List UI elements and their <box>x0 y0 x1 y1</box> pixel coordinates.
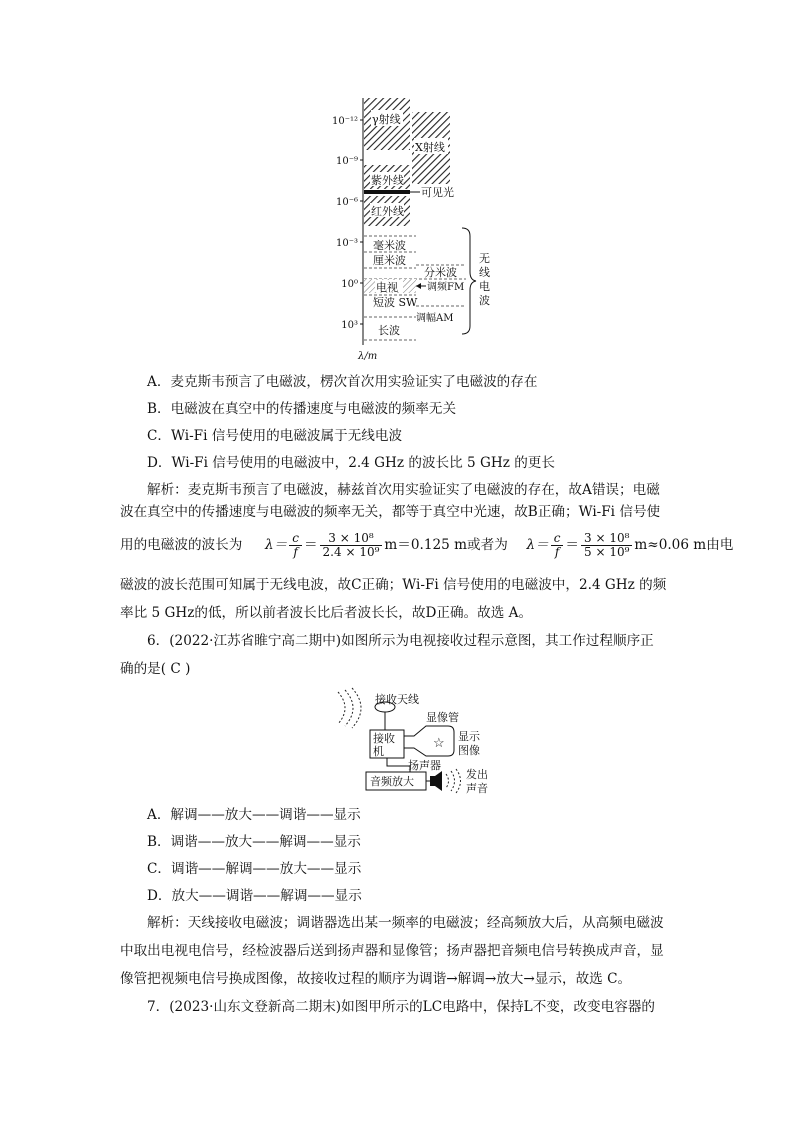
ir-label: 红外线 <box>371 205 404 218</box>
mm-wave-label: 毫米波 <box>373 239 406 252</box>
crt-label: 显像管 <box>426 711 459 724</box>
amp-label: 音频放大 <box>370 775 414 788</box>
eq1-frac-cf: $\frac{c}{f}$ <box>289 532 302 559</box>
display-label: 显示 <box>458 730 480 743</box>
eq2-lambda: λ＝ <box>526 537 549 553</box>
visible-band <box>364 190 410 194</box>
receiver-label: 接收 <box>373 732 395 745</box>
sound-wave-icon <box>446 769 461 793</box>
uv-label: 紫外线 <box>371 174 404 187</box>
gamma-label: γ射线 <box>372 113 401 126</box>
q5-analysis-line: 磁波的波长范围可知属于无线电波，故C正确；Wi-Fi 信号使用的电磁波中，2.4 GHz 的频 <box>120 577 667 593</box>
visible-label: 可见光 <box>421 186 454 199</box>
q5-option-a: A．麦克斯韦预言了电磁波，楞次首次用实验证实了电磁波的存在 <box>147 374 538 390</box>
tick-label: 10⁻⁶ <box>335 197 358 208</box>
tick-label: 10⁻⁹ <box>335 156 358 167</box>
q6-option-d: D．放大——调谐——解调——显示 <box>147 888 362 904</box>
tv-receiver-diagram <box>330 686 530 796</box>
fm-label: 调频FM <box>427 282 465 293</box>
dm-wave-label: 分米波 <box>424 266 457 279</box>
incoming-wave-icon <box>338 688 361 728</box>
radio-brace <box>462 228 476 334</box>
eq2-result: m≈0.06 m由电 <box>634 537 734 553</box>
q6-analysis-line: 中取出电视电信号，经检波器后送到扬声器和显像管；扬声器把音频电信号转换成声音，显 <box>120 943 664 959</box>
speaker-label: 扬声器 <box>408 759 441 772</box>
q5-option-d: D．Wi-Fi 信号使用的电磁波中，2.4 GHz 的波长比 5 GHz 的更长 <box>147 455 555 471</box>
q6-analysis-line: 像管把视频电信号换成图像，故接收过程的顺序为调谐→解调→放大→显示，故选 C。 <box>120 971 632 987</box>
lw-label: 长波 <box>378 324 400 337</box>
q7-stem: 7．(2023·山东文登新高二期末)如图甲所示的LC电路中，保持L不变，改变电容器的 <box>147 999 656 1015</box>
receiver-label: 机 <box>373 745 384 758</box>
am-label: 调幅AM <box>416 313 454 324</box>
eq-prefix: 用的电磁波的波长为 <box>120 537 243 553</box>
tick-label: 10³ <box>341 320 358 331</box>
cm-wave-label: 厘米波 <box>373 254 406 267</box>
antenna-label: 接收天线 <box>375 693 419 706</box>
display-label: 图像 <box>458 744 480 757</box>
axis-label: λ/m <box>358 351 378 362</box>
radio-label-char: 线 <box>479 266 490 279</box>
q6-option-c: C．调谐——解调——放大——显示 <box>147 861 362 877</box>
tick-label: 10⁻¹² <box>331 116 358 127</box>
q6-stem: 确的是( C ) <box>120 661 191 677</box>
radio-label-char: 电 <box>479 280 490 293</box>
sw-label: 短波 SW <box>373 296 418 309</box>
radio-label-char: 波 <box>479 294 490 307</box>
q5-analysis-line: 率比 5 GHz的低，所以前者波长比后者波长长，故D正确。故选 A。 <box>120 605 533 621</box>
eq1-lambda: λ＝ <box>265 537 288 553</box>
q6-option-b: B．调谐——放大——解调——显示 <box>147 834 361 850</box>
tick-label: 10⁰ <box>341 279 358 290</box>
radio-label-char: 无 <box>479 252 490 265</box>
em-spectrum-diagram <box>0 0 794 370</box>
q5-equation-line: 用的电磁波的波长为 λ＝ $\frac{c}{f}$ ＝ $\frac{\text{3 × 10⁸}}{\text{2.4 × 10⁹}}$ m＝0.125 m或者为 λ＝ $\frac{c}{f}$ ＝ $\frac{\text{3 × 10⁸}}{\text{5 × 10⁹}}$ m≈0.06 m由电 <box>120 531 734 559</box>
q5-analysis-line: 解析：麦克斯韦预言了电磁波，赫兹首次用实验证实了电磁波的存在，故A错误；电磁 <box>147 482 660 498</box>
eq1-frac: $\frac{\text{3 × 10⁸}}{\text{2.4 × 10⁹}}$ <box>320 532 383 559</box>
xray-label: X射线 <box>415 141 445 154</box>
tv-label: 电视 <box>376 281 398 294</box>
tick-label: 10⁻³ <box>335 238 358 249</box>
sound-label: 声音 <box>466 782 488 795</box>
star-icon: ☆ <box>433 736 445 751</box>
eq1-result: m＝0.125 m或者为 <box>384 537 508 553</box>
q6-option-a: A．解调——放大——调谐——显示 <box>147 807 361 823</box>
q5-option-b: B．电磁波在真空中的传播速度与电磁波的频率无关 <box>147 401 457 417</box>
q6-stem: 6．(2022·江苏省睢宁高二期中)如图所示为电视接收过程示意图，其工作过程顺序正 <box>147 633 654 649</box>
q6-analysis-line: 解析：天线接收电磁波；调谐器选出某一频率的电磁波；经高频放大后，从高频电磁波 <box>147 915 664 931</box>
sound-label: 发出 <box>466 768 488 781</box>
q5-option-c: C．Wi-Fi 信号使用的电磁波属于无线电波 <box>147 428 403 444</box>
speaker-icon <box>430 776 435 786</box>
q5-analysis-line: 波在真空中的传播速度与电磁波的频率无关，都等于真空中光速，故B正确；Wi-Fi 信号使 <box>120 504 661 520</box>
eq2-frac: $\frac{\text{3 × 10⁸}}{\text{5 × 10⁹}}$ <box>581 532 632 559</box>
crt-icon <box>404 726 454 756</box>
eq2-frac-cf: $\frac{c}{f}$ <box>551 532 564 559</box>
